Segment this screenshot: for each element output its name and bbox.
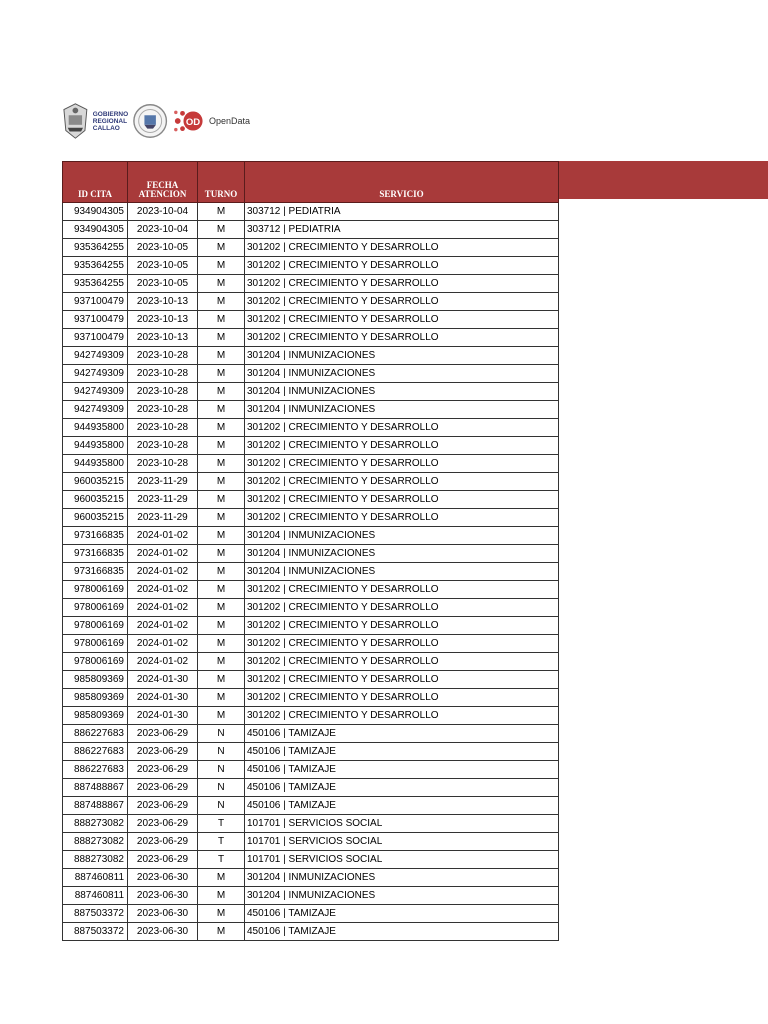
cell-turno: M [198,563,245,581]
cell-fecha-atencion: 2024-01-30 [128,671,198,689]
cell-turno: N [198,743,245,761]
cell-id-cita: 934904305 [63,221,128,239]
cell-turno: M [198,437,245,455]
table-row [63,527,559,545]
table-row [63,671,559,689]
header-turno: TURNO [198,162,245,203]
cell-id-cita: 888273082 [63,815,128,833]
cell-fecha-atencion: 2023-10-28 [128,383,198,401]
opendata-wordmark: OpenData [208,116,250,126]
cell-fecha-atencion: 2023-10-13 [128,311,198,329]
cell-servicio: 101701 | SERVICIOS SOCIAL [245,851,559,869]
cell-servicio: 450106 | TAMIZAJE [245,923,559,941]
cell-id-cita: 935364255 [63,275,128,293]
cell-id-cita: 973166835 [63,563,128,581]
cell-fecha-atencion: 2023-10-13 [128,293,198,311]
table-row [63,689,559,707]
cell-turno: N [198,779,245,797]
cell-id-cita: 887488867 [63,797,128,815]
cell-turno: M [198,545,245,563]
gobierno-regional-callao-emblem-icon [62,101,89,141]
cell-servicio: 301204 | INMUNIZACIONES [245,347,559,365]
cell-turno: M [198,491,245,509]
cell-id-cita: 978006169 [63,635,128,653]
cell-fecha-atencion: 2024-01-02 [128,653,198,671]
cell-fecha-atencion: 2023-06-30 [128,905,198,923]
cell-id-cita: 887460811 [63,869,128,887]
cell-servicio: 301202 | CRECIMIENTO Y DESARROLLO [245,473,559,491]
cell-servicio: 301204 | INMUNIZACIONES [245,545,559,563]
cell-servicio: 301204 | INMUNIZACIONES [245,365,559,383]
cell-id-cita: 937100479 [63,311,128,329]
cell-turno: M [198,527,245,545]
table-row [63,203,559,221]
cell-id-cita: 942749309 [63,401,128,419]
cell-servicio: 301202 | CRECIMIENTO Y DESARROLLO [245,455,559,473]
table-row [63,401,559,419]
cell-turno: M [198,311,245,329]
cell-fecha-atencion: 2023-06-30 [128,869,198,887]
cell-id-cita: 978006169 [63,581,128,599]
cell-id-cita: 960035215 [63,473,128,491]
cell-fecha-atencion: 2024-01-02 [128,527,198,545]
header-servicio: SERVICIO [245,162,559,203]
cell-turno: M [198,869,245,887]
cell-turno: M [198,401,245,419]
cell-fecha-atencion: 2023-10-28 [128,365,198,383]
cell-fecha-atencion: 2023-06-30 [128,887,198,905]
cell-servicio: 301202 | CRECIMIENTO Y DESARROLLO [245,635,559,653]
cell-servicio: 101701 | SERVICIOS SOCIAL [245,833,559,851]
cell-id-cita: 886227683 [63,725,128,743]
table-row [63,743,559,761]
cell-servicio: 301204 | INMUNIZACIONES [245,869,559,887]
cell-turno: M [198,365,245,383]
table-body [63,203,559,941]
cell-servicio: 450106 | TAMIZAJE [245,779,559,797]
cell-id-cita: 960035215 [63,509,128,527]
cell-turno: M [198,581,245,599]
cell-servicio: 301202 | CRECIMIENTO Y DESARROLLO [245,509,559,527]
cell-fecha-atencion: 2023-06-29 [128,725,198,743]
cell-id-cita: 887460811 [63,887,128,905]
cell-turno: N [198,725,245,743]
table-row [63,239,559,257]
cell-servicio: 301202 | CRECIMIENTO Y DESARROLLO [245,311,559,329]
cell-servicio: 301204 | INMUNIZACIONES [245,887,559,905]
table-row [63,509,559,527]
table-header-row [63,162,559,203]
table-row [63,419,559,437]
cell-turno: M [198,455,245,473]
table-row [63,815,559,833]
cell-turno: M [198,671,245,689]
cell-servicio: 301202 | CRECIMIENTO Y DESARROLLO [245,617,559,635]
cell-fecha-atencion: 2023-06-29 [128,743,198,761]
cell-turno: M [198,293,245,311]
table-row [63,437,559,455]
table-row [63,257,559,275]
cell-turno: M [198,257,245,275]
table-row [63,833,559,851]
cell-fecha-atencion: 2023-10-28 [128,347,198,365]
cell-fecha-atencion: 2023-10-28 [128,455,198,473]
cell-turno: M [198,635,245,653]
cell-servicio: 301204 | INMUNIZACIONES [245,563,559,581]
cell-id-cita: 973166835 [63,527,128,545]
cell-id-cita: 934904305 [63,203,128,221]
cell-fecha-atencion: 2023-06-29 [128,851,198,869]
cell-fecha-atencion: 2023-10-13 [128,329,198,347]
cell-fecha-atencion: 2024-01-02 [128,617,198,635]
cell-turno: M [198,617,245,635]
cell-id-cita: 960035215 [63,491,128,509]
cell-turno: T [198,851,245,869]
cell-fecha-atencion: 2023-10-04 [128,203,198,221]
cell-servicio: 301202 | CRECIMIENTO Y DESARROLLO [245,239,559,257]
table-row [63,329,559,347]
cell-servicio: 450106 | TAMIZAJE [245,725,559,743]
cell-id-cita: 937100479 [63,329,128,347]
cell-id-cita: 935364255 [63,257,128,275]
cell-servicio: 301202 | CRECIMIENTO Y DESARROLLO [245,329,559,347]
table-row [63,923,559,941]
cell-id-cita: 942749309 [63,383,128,401]
cell-servicio: 301202 | CRECIMIENTO Y DESARROLLO [245,491,559,509]
cell-servicio: 301202 | CRECIMIENTO Y DESARROLLO [245,689,559,707]
cell-id-cita: 985809369 [63,689,128,707]
cell-fecha-atencion: 2023-06-29 [128,815,198,833]
cell-id-cita: 942749309 [63,347,128,365]
table-row [63,635,559,653]
cell-turno: T [198,833,245,851]
cell-servicio: 450106 | TAMIZAJE [245,743,559,761]
cell-id-cita: 944935800 [63,419,128,437]
cell-id-cita: 973166835 [63,545,128,563]
cell-turno: M [198,689,245,707]
cell-servicio: 301202 | CRECIMIENTO Y DESARROLLO [245,257,559,275]
table-row [63,617,559,635]
opendata-dots-icon [172,101,204,141]
cell-fecha-atencion: 2023-10-28 [128,437,198,455]
cell-turno: M [198,383,245,401]
cell-turno: M [198,419,245,437]
gobierno-regional-callao-wordmark: GOBIERNO REGIONAL CALLAO [92,110,129,132]
cell-fecha-atencion: 2024-01-02 [128,635,198,653]
cell-fecha-atencion: 2023-11-29 [128,491,198,509]
table-row [63,365,559,383]
table-row [63,887,559,905]
table-row [63,275,559,293]
cell-id-cita: 886227683 [63,743,128,761]
appointments-table [62,161,559,941]
cell-turno: N [198,761,245,779]
cell-servicio: 301202 | CRECIMIENTO Y DESARROLLO [245,581,559,599]
cell-fecha-atencion: 2023-06-29 [128,833,198,851]
cell-turno: M [198,203,245,221]
cell-turno: M [198,221,245,239]
cell-id-cita: 888273082 [63,851,128,869]
cell-turno: T [198,815,245,833]
table-row [63,455,559,473]
cell-turno: M [198,239,245,257]
cell-fecha-atencion: 2023-10-05 [128,257,198,275]
table-row [63,779,559,797]
cell-servicio: 450106 | TAMIZAJE [245,905,559,923]
table-row [63,797,559,815]
cell-turno: M [198,887,245,905]
cell-fecha-atencion: 2023-10-04 [128,221,198,239]
cell-turno: M [198,923,245,941]
cell-fecha-atencion: 2023-06-29 [128,761,198,779]
table-row [63,311,559,329]
table-row [63,905,559,923]
table-row [63,221,559,239]
cell-fecha-atencion: 2024-01-30 [128,707,198,725]
cell-id-cita: 944935800 [63,437,128,455]
table-row [63,653,559,671]
cell-fecha-atencion: 2024-01-02 [128,545,198,563]
cell-servicio: 301202 | CRECIMIENTO Y DESARROLLO [245,707,559,725]
cell-turno: M [198,275,245,293]
cell-id-cita: 944935800 [63,455,128,473]
cell-fecha-atencion: 2023-10-28 [128,419,198,437]
cell-servicio: 450106 | TAMIZAJE [245,761,559,779]
cell-servicio: 301204 | INMUNIZACIONES [245,527,559,545]
cell-servicio: 303712 | PEDIATRIA [245,203,559,221]
table-row [63,293,559,311]
cell-fecha-atencion: 2023-10-28 [128,401,198,419]
od-badge-text: OD [186,116,201,128]
cell-id-cita: 985809369 [63,671,128,689]
cell-id-cita: 985809369 [63,707,128,725]
cell-id-cita: 887488867 [63,779,128,797]
table-row [63,581,559,599]
header-logos [62,98,250,144]
cell-servicio: 301204 | INMUNIZACIONES [245,383,559,401]
table-row [63,563,559,581]
table-row [63,761,559,779]
table-row [63,851,559,869]
cell-id-cita: 937100479 [63,293,128,311]
institution-seal-icon [132,101,168,141]
table-row [63,599,559,617]
cell-id-cita: 978006169 [63,599,128,617]
cell-fecha-atencion: 2023-11-29 [128,509,198,527]
table-row [63,473,559,491]
cell-id-cita: 888273082 [63,833,128,851]
cell-servicio: 301204 | INMUNIZACIONES [245,401,559,419]
cell-turno: M [198,509,245,527]
cell-servicio: 301202 | CRECIMIENTO Y DESARROLLO [245,437,559,455]
cell-fecha-atencion: 2024-01-02 [128,599,198,617]
cell-fecha-atencion: 2023-06-30 [128,923,198,941]
header-id-cita: ID CITA [63,162,128,203]
cell-servicio: 301202 | CRECIMIENTO Y DESARROLLO [245,293,559,311]
cell-turno: M [198,707,245,725]
cell-fecha-atencion: 2023-06-29 [128,797,198,815]
cell-servicio: 301202 | CRECIMIENTO Y DESARROLLO [245,671,559,689]
cell-fecha-atencion: 2023-11-29 [128,473,198,491]
cell-servicio: 101701 | SERVICIOS SOCIAL [245,815,559,833]
cell-fecha-atencion: 2023-06-29 [128,779,198,797]
table-row [63,725,559,743]
table-row [63,491,559,509]
cell-id-cita: 978006169 [63,653,128,671]
table-row [63,707,559,725]
cell-fecha-atencion: 2023-10-05 [128,239,198,257]
cell-turno: M [198,905,245,923]
cell-fecha-atencion: 2024-01-02 [128,563,198,581]
cell-id-cita: 978006169 [63,617,128,635]
cell-turno: M [198,599,245,617]
cell-servicio: 450106 | TAMIZAJE [245,797,559,815]
cell-turno: M [198,653,245,671]
cell-servicio: 301202 | CRECIMIENTO Y DESARROLLO [245,419,559,437]
cell-turno: M [198,347,245,365]
cell-turno: N [198,797,245,815]
cell-servicio: 301202 | CRECIMIENTO Y DESARROLLO [245,599,559,617]
table-row [63,347,559,365]
cell-id-cita: 887503372 [63,923,128,941]
table-row [63,869,559,887]
cell-id-cita: 935364255 [63,239,128,257]
cell-turno: M [198,473,245,491]
cell-servicio: 301202 | CRECIMIENTO Y DESARROLLO [245,275,559,293]
cell-fecha-atencion: 2024-01-30 [128,689,198,707]
cell-servicio: 301202 | CRECIMIENTO Y DESARROLLO [245,653,559,671]
table-row [63,545,559,563]
cell-id-cita: 887503372 [63,905,128,923]
cell-id-cita: 942749309 [63,365,128,383]
table-row [63,383,559,401]
cell-fecha-atencion: 2024-01-02 [128,581,198,599]
cell-turno: M [198,329,245,347]
header-fecha-atencion: FECHA ATENCION [128,162,198,203]
cell-fecha-atencion: 2023-10-05 [128,275,198,293]
cell-servicio: 303712 | PEDIATRIA [245,221,559,239]
cell-id-cita: 886227683 [63,761,128,779]
